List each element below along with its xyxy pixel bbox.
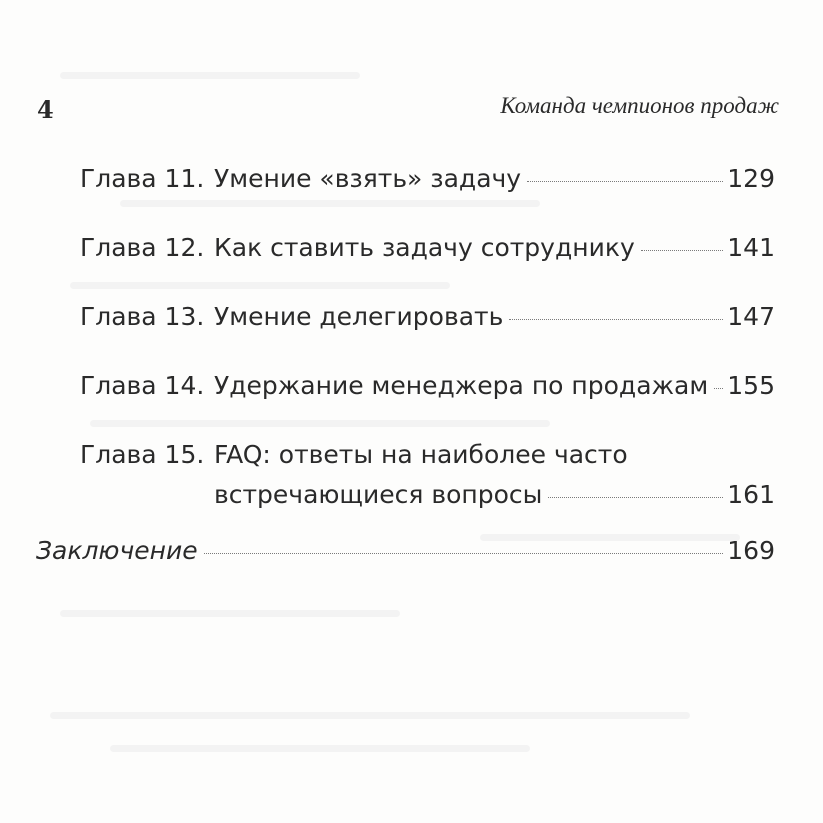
toc-page-number: 141 <box>727 233 775 262</box>
bleed-through <box>110 745 530 752</box>
dot-leader <box>641 250 724 251</box>
toc-page-number: 147 <box>727 302 775 331</box>
running-title: Команда чемпионов продаж <box>500 93 779 118</box>
toc-conclusion <box>36 538 775 563</box>
toc-chapter-title: Удержание менеджера по продажам <box>214 371 709 400</box>
toc-entry <box>80 304 775 329</box>
toc-page-number: 161 <box>727 480 775 509</box>
dot-leader <box>204 553 724 554</box>
toc-page-number: 129 <box>727 164 775 193</box>
toc-page-number: 169 <box>727 536 775 565</box>
dot-leader <box>714 388 723 389</box>
bleed-through <box>70 282 450 289</box>
toc-chapter-title-line1: FAQ: ответы на наиболее часто <box>214 440 628 469</box>
toc-chapter-number: Глава 13. <box>80 302 205 331</box>
dot-leader <box>548 497 723 498</box>
toc-entry <box>80 442 628 467</box>
toc-chapter-number: Глава 11. <box>80 164 205 193</box>
toc-entry <box>80 166 775 191</box>
bleed-through <box>60 72 360 79</box>
bleed-through <box>120 200 540 207</box>
toc-chapter-number: Глава 15. <box>80 440 205 469</box>
toc-entry-label <box>80 235 635 260</box>
bleed-through <box>50 712 690 719</box>
page-number: 4 <box>37 95 54 124</box>
toc-entry-continuation <box>214 482 775 507</box>
toc-chapter-number: Глава 14. <box>80 371 205 400</box>
bleed-through <box>60 610 400 617</box>
toc-page-number: 155 <box>727 371 775 400</box>
toc-chapter-number: Глава 12. <box>80 233 205 262</box>
toc-entry-label <box>80 373 708 398</box>
toc-entry-label <box>80 166 521 191</box>
toc-chapter-title: Умение «взять» задачу <box>214 164 522 193</box>
toc-conclusion-title: Заключение <box>36 536 198 565</box>
toc-chapter-title-line2: встречающиеся вопросы <box>214 480 543 509</box>
bleed-through <box>90 420 550 427</box>
toc-entry <box>80 235 775 260</box>
dot-leader <box>527 181 723 182</box>
toc-entry <box>80 373 775 398</box>
toc-entry-label <box>80 304 503 329</box>
toc-chapter-title: Как ставить задачу сотруднику <box>214 233 635 262</box>
dot-leader <box>509 319 723 320</box>
toc-chapter-title: Умение делегировать <box>214 302 504 331</box>
